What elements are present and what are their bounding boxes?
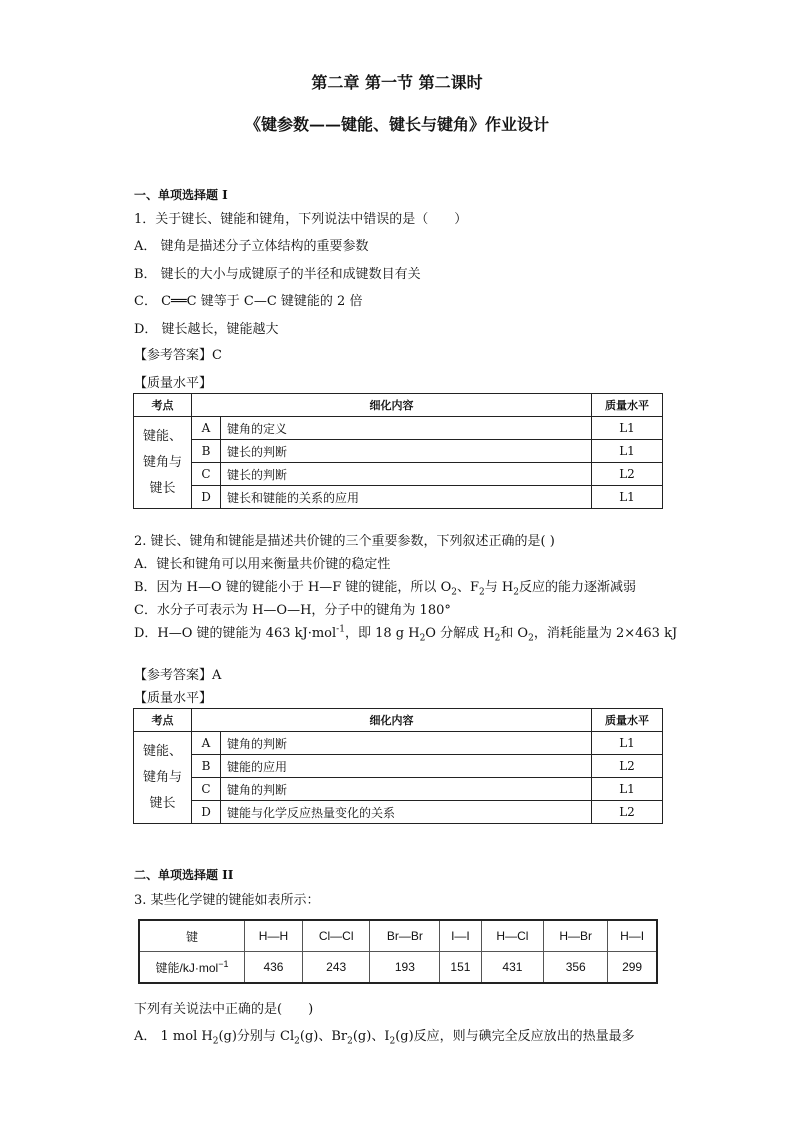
table-topic-cell	[134, 732, 192, 824]
question-1-option-b: B． 键长的大小与成键原子的半径和成键数目有关	[134, 267, 421, 282]
question-2-quality-table	[133, 708, 663, 824]
table-option-cell: C	[192, 463, 221, 486]
question-1-stem: 1．关于键长、键能和键角，下列说法中错误的是（ ）	[134, 212, 468, 227]
bond-table-row-label: 键能/kJ·mol$^{-1}$	[139, 952, 245, 984]
table-option-cell: D	[192, 486, 221, 509]
table-content-cell: 键能的应用	[221, 755, 592, 778]
bond-name-cell: H—I	[608, 920, 657, 952]
question-2-stem: 2. 键长、键角和键能是描述共价键的三个重要参数，下列叙述正确的是( )	[134, 534, 555, 549]
table-level-cell: L1	[592, 486, 663, 509]
table-option-cell: D	[192, 801, 221, 824]
page-title-topic: 《键参数——键能、键长与键角》作业设计	[244, 115, 549, 134]
table-topic-cell	[134, 417, 192, 509]
bond-name-cell: H—Cl	[481, 920, 544, 952]
table-header-topic: 考点	[134, 709, 192, 732]
table-level-cell: L2	[592, 463, 663, 486]
table-header-detail: 细化内容	[192, 709, 592, 732]
bond-energy-cell: 436	[245, 952, 303, 984]
table-content-cell: 键长的判断	[221, 463, 592, 486]
question-3-stem: 3. 某些化学键的键能如表所示：	[134, 893, 320, 908]
table-level-cell: L2	[592, 755, 663, 778]
question-3-option-a: A． 1 mol $H_2(g)$分别与 $Cl_2(g)$、$Br_2(g)$、$I_2(g)$反应，则与碘完全反应放出的热量最多	[134, 1029, 635, 1047]
question-2-option-d: D．H—O 键的键能为 463 kJ·mol$^{-1}$，即 18 g $H_2O$ 分解成 $H_2$和 $O_2$，消耗能量为 2×463 kJ	[134, 624, 678, 644]
topic-line: 键能、	[142, 743, 182, 759]
table-option-cell: A	[192, 732, 221, 755]
question-3-prompt: 下列有关说法中正确的是( )	[134, 1002, 314, 1017]
section-heading-2: 二、单项选择题 II	[134, 868, 234, 882]
table-option-cell: B	[192, 755, 221, 778]
topic-line: 键角与	[142, 454, 182, 470]
table-content-cell: 键长和键能的关系的应用	[221, 486, 592, 509]
question-1-option-c: C． C══C 键等于 C—C 键键能的 2 倍	[134, 294, 363, 309]
question-2-option-c: C．水分子可表示为 H—O—H，分子中的键角为 180°	[134, 603, 451, 618]
question-1-answer: 【参考答案】C	[134, 348, 222, 363]
bond-name-cell: H—Br	[544, 920, 608, 952]
table-level-cell: L1	[592, 440, 663, 463]
question-1-option-a: A． 键角是描述分子立体结构的重要参数	[134, 239, 369, 254]
table-option-cell: C	[192, 778, 221, 801]
table-level-cell: L1	[592, 778, 663, 801]
table-content-cell: 键角的判断	[221, 732, 592, 755]
table-content-cell: 键能与化学反应热量变化的关系	[221, 801, 592, 824]
question-2-quality-label: 【质量水平】	[134, 691, 213, 706]
bond-energy-cell: 431	[481, 952, 544, 984]
bond-energy-cell: 356	[544, 952, 608, 984]
table-content-cell: 键长的判断	[221, 440, 592, 463]
table-header-detail: 细化内容	[192, 394, 592, 417]
question-2-option-a: A．键长和键角可以用来衡量共价键的稳定性	[134, 557, 391, 572]
bond-name-cell: H—H	[245, 920, 303, 952]
bond-energy-cell: 299	[608, 952, 657, 984]
table-option-cell: B	[192, 440, 221, 463]
bond-energy-table	[138, 919, 658, 984]
topic-line: 键能、	[142, 428, 182, 444]
table-level-cell: L1	[592, 732, 663, 755]
bond-name-cell: Cl—Cl	[302, 920, 369, 952]
question-2-answer: 【参考答案】A	[134, 668, 222, 683]
page-title-chapter: 第二章 第一节 第二课时	[311, 73, 483, 92]
bond-name-cell: I—I	[440, 920, 481, 952]
topic-line: 键长	[149, 480, 176, 496]
topic-line: 键长	[149, 795, 176, 811]
question-1-option-d: D． 键长越长，键能越大	[134, 322, 279, 337]
table-option-cell: A	[192, 417, 221, 440]
bond-energy-cell: 151	[440, 952, 481, 984]
table-header-topic: 考点	[134, 394, 192, 417]
bond-energy-cell: 243	[302, 952, 369, 984]
table-header-level: 质量水平	[592, 394, 663, 417]
table-content-cell: 键角的判断	[221, 778, 592, 801]
question-1-quality-table	[133, 393, 663, 509]
bond-name-cell: Br—Br	[370, 920, 440, 952]
section-heading-1: 一、单项选择题 I	[134, 188, 228, 202]
table-level-cell: L2	[592, 801, 663, 824]
question-1-quality-label: 【质量水平】	[134, 376, 213, 391]
table-level-cell: L1	[592, 417, 663, 440]
topic-line: 键角与	[142, 769, 182, 785]
question-2-option-b: B．因为 H—O 键的键能小于 H—F 键的键能，所以 $O_2$、$F_2$与 $H_2$反应的能力逐渐减弱	[134, 580, 636, 598]
table-header-level: 质量水平	[592, 709, 663, 732]
bond-table-row-label: 键	[139, 920, 245, 952]
bond-energy-cell: 193	[370, 952, 440, 984]
table-content-cell: 键角的定义	[221, 417, 592, 440]
